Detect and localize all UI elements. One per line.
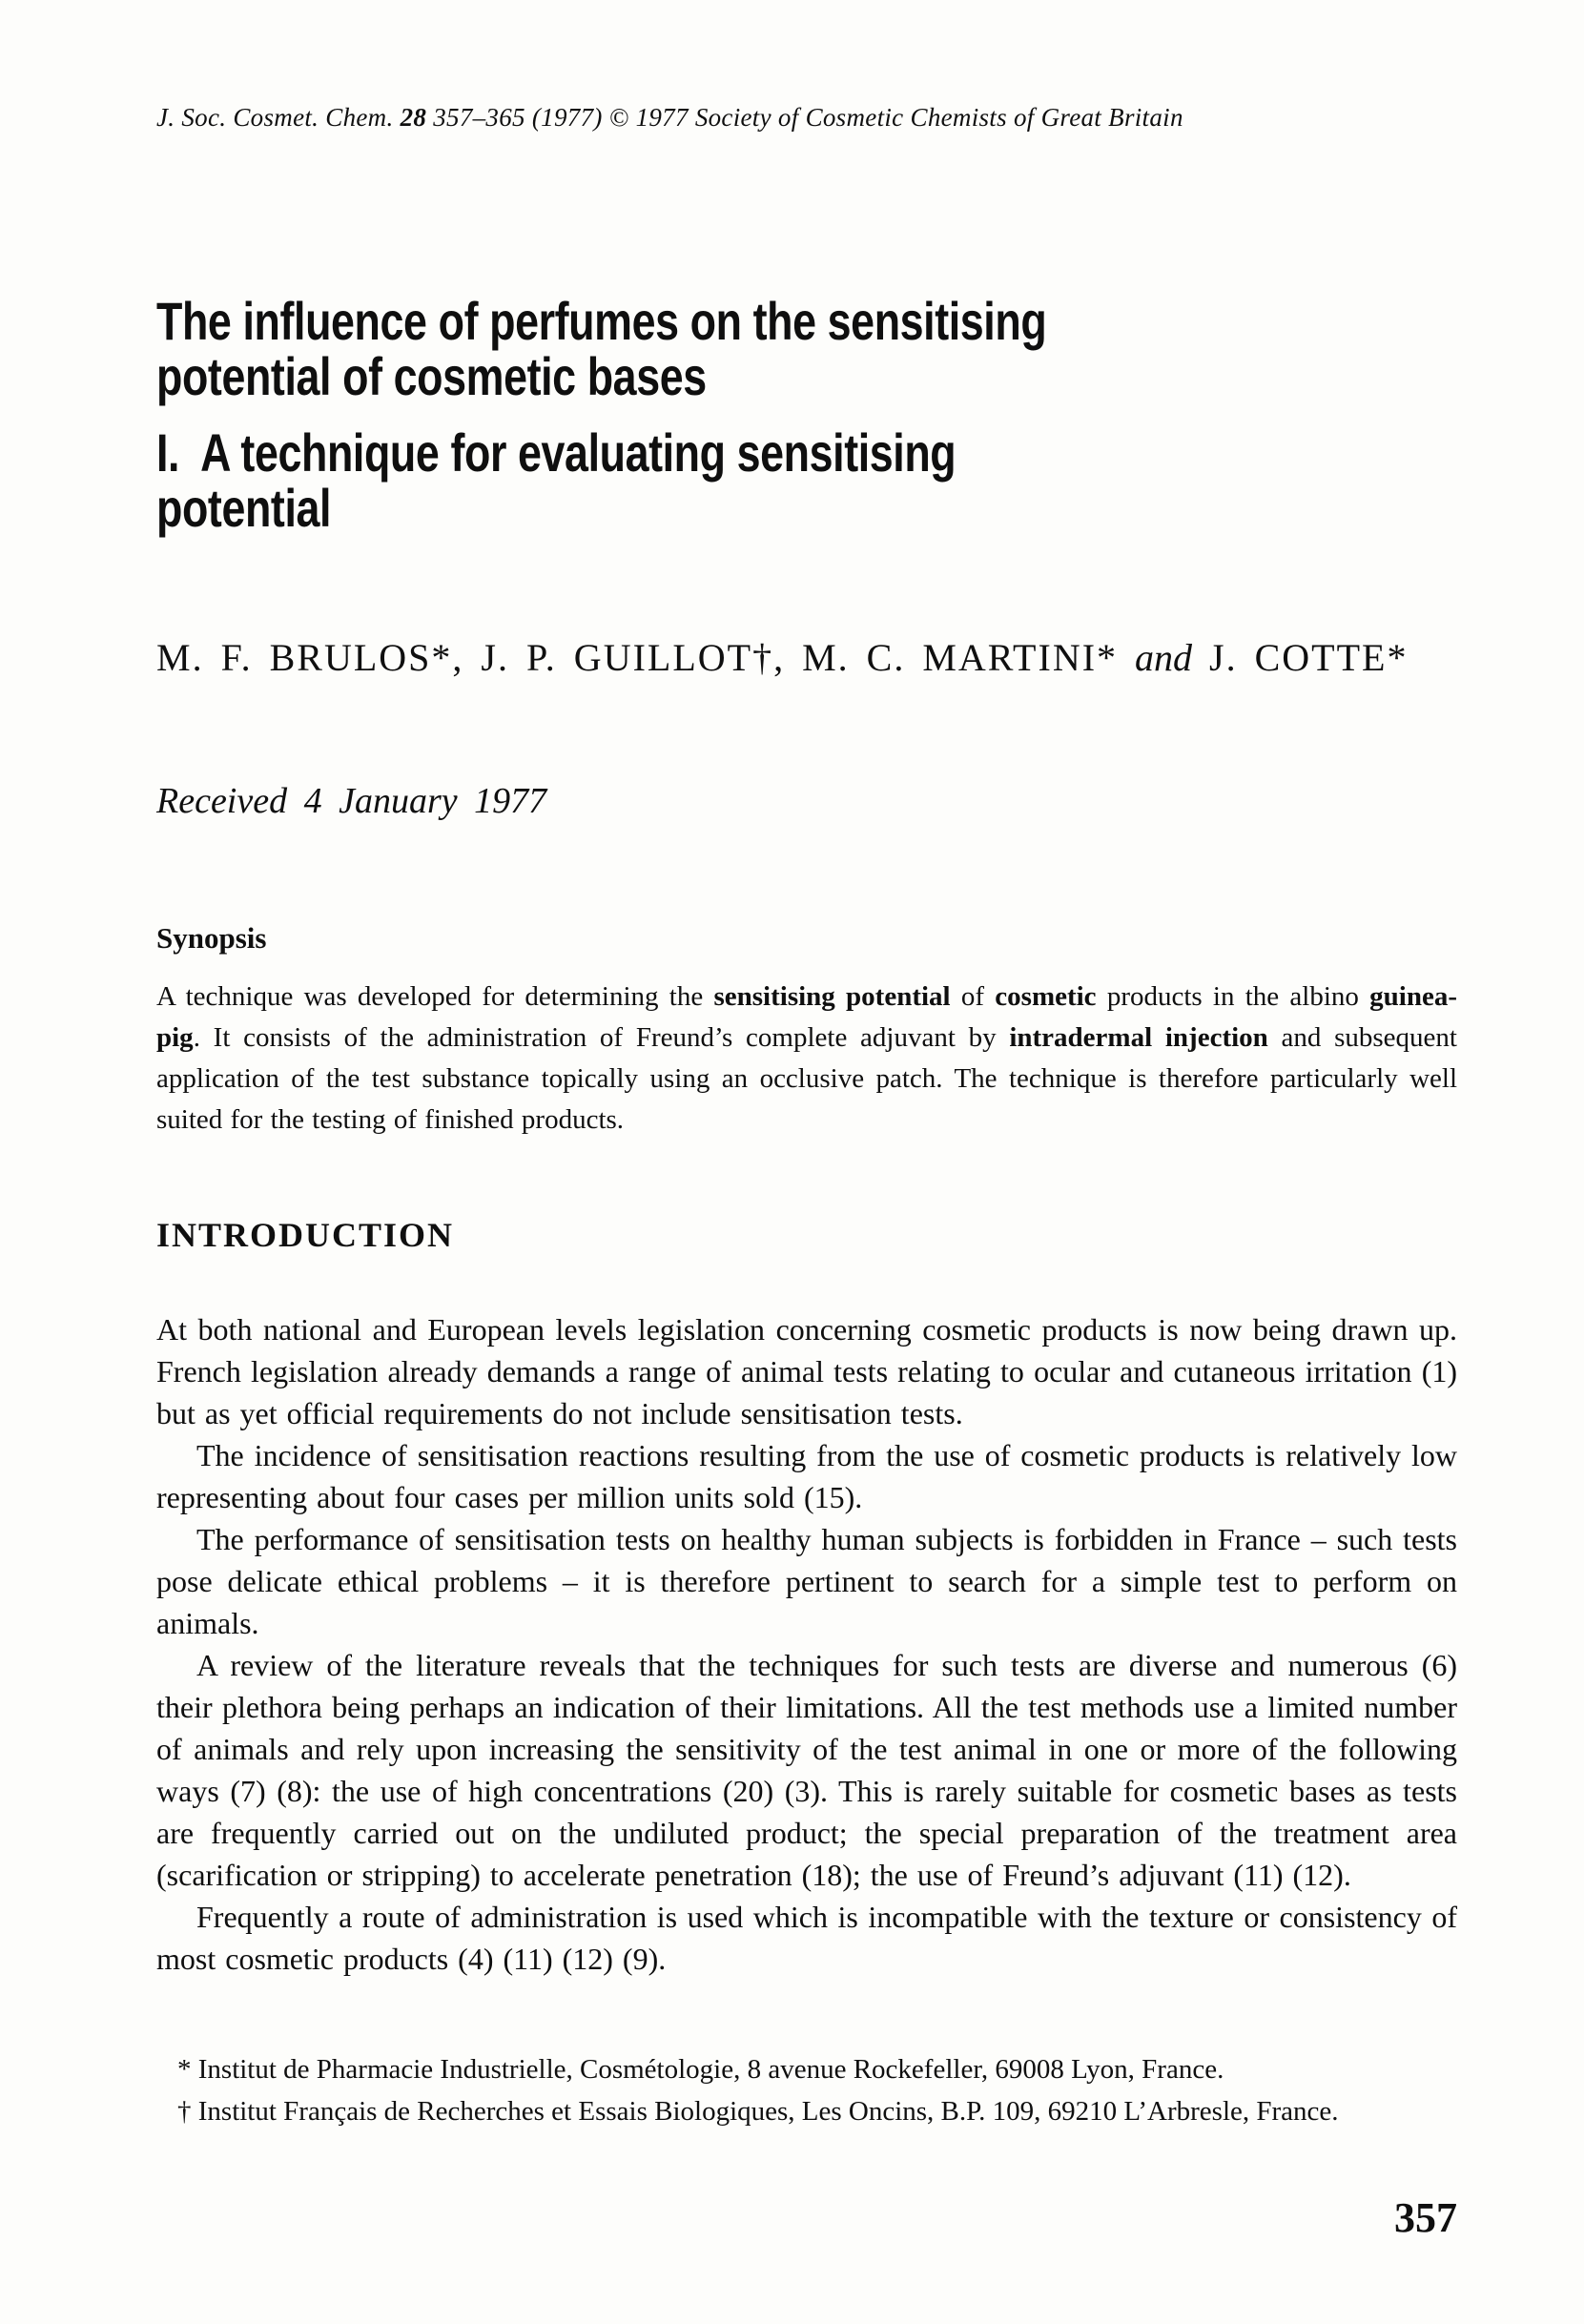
article-subtitle <box>156 422 1457 538</box>
synopsis-bold-1: sensitising potential <box>713 981 951 1012</box>
intro-paragraph-5: Frequently a route of administration is used which is incompatible with the texture or consistency of most cosmetic products (4) (11) (12) (9). <box>156 1900 1457 1976</box>
intro-paragraph-1: At both national and European levels legislation concerning cosmetic products is now being drawn up. French legislation already demands a range of animal tests relating to ocular and cutaneous irritation (1) but as yet official requirements do not include sensitisation tests. <box>156 1312 1457 1430</box>
synopsis-text <box>156 977 1457 1141</box>
article-subtitle-line-1: I. A technique for evaluating sensitising <box>156 422 957 483</box>
synopsis-seg-4: . It consists of the administration of Freund’s complete adjuvant by <box>193 1022 1010 1053</box>
intro-paragraph-2: The incidence of sensitisation reactions resulting from the use of cosmetic products is relatively low representing about four cases per million units sold (15). <box>156 1438 1457 1514</box>
synopsis-bold-2: cosmetic <box>995 981 1097 1012</box>
synopsis-seg-5: and subsequent application of the test substance topically using an occlusive patch. The technique is therefore particularly well suited for the testing of finished products. <box>156 1022 1457 1135</box>
page-number: 357 <box>1394 2194 1457 2241</box>
footnotes <box>156 2048 1457 2132</box>
journal-header <box>156 103 1457 133</box>
synopsis-bold-3: guinea-pig <box>156 981 1458 1053</box>
author-names-first: M. F. BRULOS*, J. P. GUILLOT†, M. C. MARTINI* <box>156 636 1136 679</box>
synopsis-heading: Synopsis <box>156 921 267 955</box>
author-names-last: J. COTTE* <box>1192 636 1409 679</box>
article-subtitle-line-2: potential <box>156 478 332 538</box>
synopsis-seg-2: of <box>950 981 996 1012</box>
intro-paragraph-3: The performance of sensitisation tests on healthy human subjects is forbidden in France – such tests pose delicate ethical problems – it is therefore pertinent to search for a simple test to perform on animals. <box>156 1522 1457 1640</box>
synopsis-bold-4: intradermal injection <box>1009 1022 1268 1053</box>
intro-paragraph-4: A review of the literature reveals that the techniques for such tests are diverse and numerous (6) their plethora being perhaps an indication of their limitations. All the test methods use a limited number of animals and rely upon increasing the sensitivity of the test animal in one or more of the following ways (7) (8): the use of high concentrations (20) (3). This is rarely suitable for cosmetic bases as tests are frequently carried out on the undiluted product; the special preparation of the treatment area (scarification or stripping) to accelerate penetration (18); the use of Freund’s adjuvant (11) (12). <box>156 1648 1457 1892</box>
journal-volume: 28 <box>400 103 427 132</box>
journal-citation-post: 357–365 (1977) © 1977 Society of Cosmetic Chemists of Great Britain <box>426 103 1183 132</box>
synopsis-seg-3: products in the albino <box>1096 981 1370 1012</box>
footnote-dagger: † Institut Français de Recherches et Essais Biologiques, Les Oncins, B.P. 109, 69210 L’Arbresle, France. <box>177 2096 1339 2127</box>
received-date: Received 4 January 1977 <box>156 781 547 821</box>
author-line <box>156 635 1457 680</box>
author-and: and <box>1135 636 1193 679</box>
article-title-line-2: potential of cosmetic bases <box>156 346 707 406</box>
journal-citation-pre: J. Soc. Cosmet. Chem. <box>156 103 401 132</box>
article-title-line-1: The influence of perfumes on the sensitising <box>156 291 1047 351</box>
introduction-heading: INTRODUCTION <box>156 1216 455 1254</box>
article-title <box>156 291 1457 406</box>
introduction-text <box>156 1308 1457 1980</box>
synopsis-seg-1: A technique was developed for determining the <box>156 981 714 1012</box>
footnote-asterisk: * Institut de Pharmacie Industrielle, Cosmétologie, 8 avenue Rockefeller, 69008 Lyon, France. <box>177 2054 1224 2085</box>
